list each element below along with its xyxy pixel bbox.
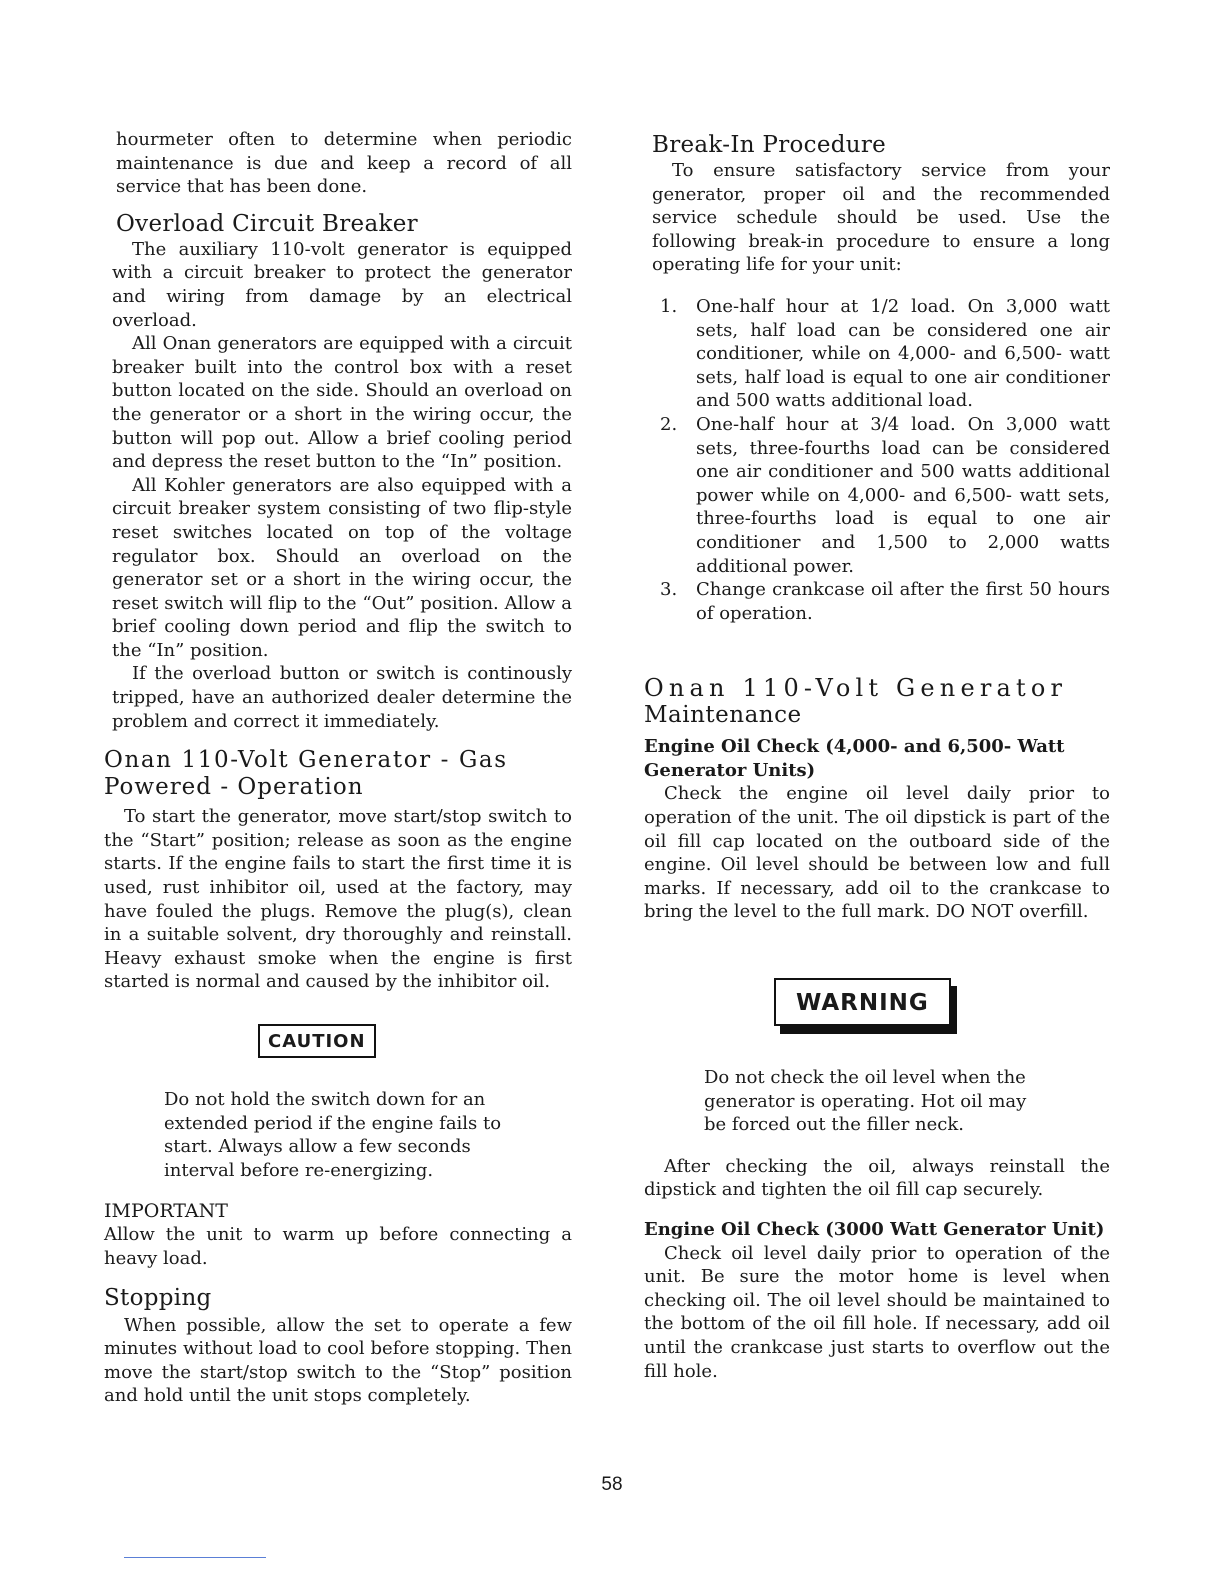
overload-paragraph-4: If the overload button or switch is continously tripped, have an authorized dealer determine the problem and correct it immediately. <box>112 663 572 732</box>
warning-label: WARNING <box>774 978 951 1026</box>
breakin-paragraph: To ensure satisfactory service from your generator, proper oil and the recommended service schedule should be used. Use the following break-in procedure to ensure a long operating life for your unit: <box>652 160 1110 276</box>
important-label: IMPORTANT <box>104 1200 228 1223</box>
list-item: 3. Change crankcase oil after the first 50 hours of operation. <box>660 579 1110 624</box>
after-paragraph: After checking the oil, always reinstall the dipstick and tighten the oil fill cap securely. <box>644 1155 1110 1201</box>
oil-check-subheading-2: Engine Oil Check (3000 Watt Generator Unit) <box>644 1219 1105 1240</box>
stopping-heading: Stopping <box>104 1284 212 1311</box>
oil-check-paragraph-1: Check the engine oil level daily prior to operation of the unit. The oil dipstick is part of the oil fill cap located on the outboard side of the engine. Oil level should be between low and full marks. If necessary, add oil to the crankcase to bring the level to the full mark. DO NOT overfill. <box>644 783 1110 923</box>
overload-paragraph-1: The auxiliary 110-volt generator is equipped with a circuit breaker to protect the generator and wiring from damage by an electrical overload. <box>112 238 572 331</box>
page-number: 58 <box>601 1474 623 1495</box>
list-item: 1. One-half hour at 1/2 load. On 3,000 watt sets, half load can be considered one air conditioner, while on 4,000- and 6,500- watt sets, half load is equal to one air conditioner and 500 watts additional load. <box>660 295 1110 412</box>
overload-heading: Overload Circuit Breaker <box>116 210 418 237</box>
operation-paragraph: To start the generator, move start/stop switch to the “Start” position; release as soon as the engine starts. If the engine fails to start the first time it is used, rust inhibitor oil, used at the factory, may have fouled the plugs. Remove the plug(s), clean in a suitable solvent, dry thoroughly and reinstall. Heavy exhaust smoke when the engine is first started is normal and caused by the inhibitor oil. <box>104 806 572 993</box>
oil-check-paragraph-2: Check oil level daily prior to operation of the unit. Be sure the motor home is level when checking oil. The oil level should be maintained to the bottom of the oil fill hole. If necessary, add oil until the crankcase just starts to overflow out the fill hole. <box>644 1242 1110 1382</box>
stopping-paragraph: When possible, allow the set to operate a few minutes without load to cool before stopping. Then move the start/stop switch to the “Stop” position and hold until the unit stops completely. <box>104 1314 572 1407</box>
caution-label: CAUTION <box>258 1024 376 1058</box>
breakin-heading: Break-In Procedure <box>652 132 887 158</box>
oil-check-subheading-1: Engine Oil Check (4,000- and 6,500- Watt Generator Units) <box>644 736 1065 781</box>
breakin-list <box>644 295 1110 625</box>
intro-paragraph: hourmeter often to determine when periodic maintenance is due and keep a record of all service that has been done. <box>116 129 572 198</box>
operation-heading-line1: Onan 110-Volt Generator - Gas <box>104 747 508 774</box>
overload-paragraph-3: All Kohler generators are also equipped with a circuit breaker system consisting of two flip-style reset switches located on top of the voltage regulator box. Should an overload on the generator set or a short in the wiring occur, the reset switch will flip to the “Out” position. Allow a brief cooling down period and flip the switch to the “In” position. <box>112 474 572 661</box>
right-column <box>644 128 1110 1383</box>
important-text: Allow the unit to warm up before connecting a heavy load. <box>104 1224 572 1269</box>
warning-text: Do not check the oil level when the generator is operating. Hot oil may be forced out the filler neck. <box>704 1067 1027 1136</box>
caution-text: Do not hold the switch down for an extended period if the engine fails to start. Always allow a few seconds interval before re-energizing. <box>164 1089 502 1181</box>
list-item: 2. One-half hour at 3/4 load. On 3,000 watt sets, three-fourths load can be considered one air conditioner and 500 watts additional power while on 4,000- and 6,500- watt sets, three-fourths load is equal to one air conditioner and 1,500 to 2,000 watts additional power. <box>660 413 1110 577</box>
maintenance-heading-line1: Onan 110-Volt Generator <box>644 674 1068 703</box>
operation-heading-line2: Powered - Operation <box>104 774 364 801</box>
maintenance-heading-line2: Maintenance <box>644 702 802 729</box>
overload-paragraph-2: All Onan generators are equipped with a circuit breaker built into the control box with a reset button located on the side. Should an overload on the generator or a short in the wiring occur, the button will pop out. Allow a brief cooling period and depress the reset button to the “In” position. <box>112 333 572 473</box>
footnote-rule <box>124 1557 266 1558</box>
left-column <box>104 128 572 1408</box>
